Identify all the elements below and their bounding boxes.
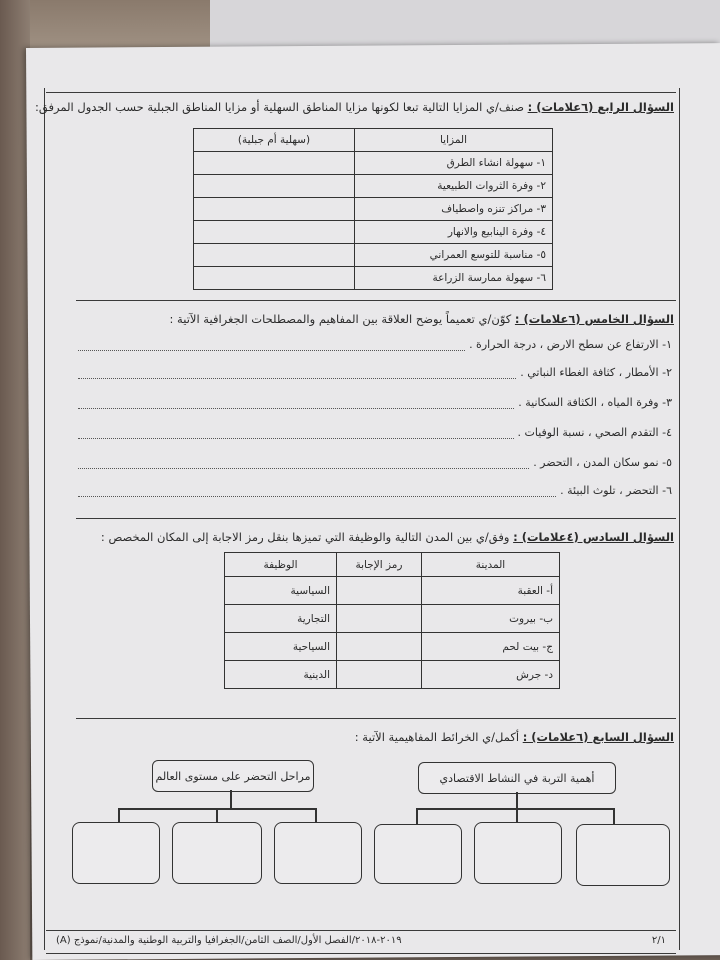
q4-feature: ٣- مراكز تنزه واصطياف — [355, 198, 553, 221]
table-row — [225, 605, 560, 633]
q6-city: د- جرش — [422, 661, 560, 689]
table-row — [225, 577, 560, 605]
concept-box[interactable] — [172, 822, 262, 884]
concept-map-left-title: مراحل التحضر على مستوى العالم — [155, 769, 311, 783]
q6-function: السياحية — [225, 633, 337, 661]
q4-feature: ٤- وفرة الينابيع والانهار — [355, 221, 553, 244]
q5-item-text: ٣- وفرة المياه ، الكثافة السكانية . — [518, 396, 672, 409]
q5-item[interactable] — [78, 426, 672, 439]
concept-box[interactable] — [274, 822, 362, 884]
q5-item-text: ٥- نمو سكان المدن ، التحضر . — [533, 456, 672, 469]
q6-col-function: الوظيفة — [225, 553, 337, 577]
q6-code-cell[interactable] — [337, 605, 422, 633]
q7-top-rule — [76, 718, 676, 719]
q5-item[interactable] — [78, 338, 672, 351]
answer-line — [78, 407, 514, 409]
concept-map-right-title: أهمية التربة في النشاط الاقتصادي — [439, 771, 595, 785]
table-row — [225, 661, 560, 689]
table-row — [194, 267, 553, 290]
q4-answer-cell[interactable] — [194, 152, 355, 175]
footer-page-number: ٢/١ — [651, 935, 666, 946]
q5-item[interactable] — [78, 396, 672, 409]
footer-text: ٢٠١٩-٢٠١٨/الفصل الأول/الصف الثامن/الجغرافيا والتربية الوطنية والمدنية/نموذج (A) — [56, 935, 402, 946]
table-row — [194, 221, 553, 244]
q4-feature: ٦- سهولة ممارسة الزراعة — [355, 267, 553, 290]
table-row — [194, 244, 553, 267]
q7-text: أكمل/ي الخرائط المفاهيمية الآتية : — [354, 730, 520, 744]
q6-code-cell[interactable] — [337, 633, 422, 661]
connector-line — [613, 808, 615, 824]
q4-col-type: (سهلية أم جبلية) — [194, 129, 355, 152]
q6-table — [224, 552, 560, 689]
table-row — [225, 633, 560, 661]
connector-line — [230, 790, 232, 808]
q4-header-row — [194, 129, 553, 152]
table-row — [194, 152, 553, 175]
concept-box[interactable] — [72, 822, 160, 884]
q6-label: السؤال السادس (٤علامات) : — [513, 530, 674, 544]
q4-answer-cell[interactable] — [194, 244, 355, 267]
q4-title — [35, 100, 674, 114]
q7-label: السؤال السابع (٦علامات) : — [522, 730, 674, 744]
q4-table — [193, 128, 553, 290]
q5-label: السؤال الخامس (٦علامات) : — [514, 312, 674, 326]
q4-feature: ٢- وفرة الثروات الطبيعية — [355, 175, 553, 198]
table-row — [194, 198, 553, 221]
connector-line — [416, 808, 614, 810]
q5-text: كوّن/ي تعميماً يوضح العلاقة بين المفاهيم والمصطلحات الجغرافية الآتية : — [169, 312, 512, 326]
concept-map-right-head — [418, 762, 616, 794]
q6-header-row — [225, 553, 560, 577]
connector-line — [216, 808, 218, 822]
concept-box[interactable] — [374, 824, 462, 884]
q5-item[interactable] — [78, 484, 672, 497]
q4-answer-cell[interactable] — [194, 175, 355, 198]
page-footer — [46, 930, 676, 954]
q6-top-rule — [76, 518, 676, 519]
answer-line — [78, 467, 529, 469]
q6-text: وفق/ي بين المدن التالية والوظيفة التي تميزها بنقل رمز الاجابة إلى المكان المخصص : — [100, 530, 510, 544]
q5-item-text: ١- الارتفاع عن سطح الارض ، درجة الحرارة . — [469, 338, 672, 351]
answer-line — [78, 377, 516, 379]
q4-label: السؤال الرابع (٦علامات) : — [527, 100, 674, 114]
q6-col-code: رمز الإجابة — [337, 553, 422, 577]
q6-code-cell[interactable] — [337, 577, 422, 605]
answer-line — [78, 349, 465, 351]
concept-map-left-head — [152, 760, 314, 792]
q4-answer-cell[interactable] — [194, 221, 355, 244]
q7-title — [54, 730, 674, 744]
q4-answer-cell[interactable] — [194, 198, 355, 221]
q6-city: ب- بيروت — [422, 605, 560, 633]
q6-function: الدينية — [225, 661, 337, 689]
q6-title — [54, 530, 674, 544]
q4-answer-cell[interactable] — [194, 267, 355, 290]
connector-line — [516, 792, 518, 808]
q6-code-cell[interactable] — [337, 661, 422, 689]
q5-title — [54, 312, 674, 326]
connector-line — [315, 808, 317, 822]
connector-line — [118, 808, 120, 822]
answer-line — [78, 437, 514, 439]
q5-top-rule — [76, 300, 676, 301]
q4-col-feature: المزايا — [355, 129, 553, 152]
q5-item-text: ٢- الأمطار ، كثافة الغطاء النباتي . — [520, 366, 672, 379]
q5-item-text: ٤- التقدم الصحي ، نسبة الوفيات . — [517, 426, 672, 439]
q4-feature: ١- سهولة انشاء الطرق — [355, 152, 553, 175]
q6-col-city: المدينة — [422, 553, 560, 577]
q5-item[interactable] — [78, 456, 672, 469]
q6-function: السياسية — [225, 577, 337, 605]
connector-line — [416, 808, 418, 824]
q4-text: صنف/ي المزايا التالية تبعا لكونها مزايا المناطق السهلية أو مزايا المناطق الجبلية حسب الجدول المرفق: — [35, 100, 524, 114]
background-left — [0, 0, 30, 960]
answer-line — [78, 495, 556, 497]
concept-box[interactable] — [474, 822, 562, 884]
q5-item[interactable] — [78, 366, 672, 379]
q4-feature: ٥- مناسبة للتوسع العمراني — [355, 244, 553, 267]
q4-top-rule — [46, 92, 676, 93]
q5-item-text: ٦- التحضر ، تلوث البيئة . — [560, 484, 672, 497]
table-row — [194, 175, 553, 198]
concept-box[interactable] — [576, 824, 670, 886]
q6-city: أ- العقبة — [422, 577, 560, 605]
q6-function: التجارية — [225, 605, 337, 633]
q6-city: ج- بيت لحم — [422, 633, 560, 661]
